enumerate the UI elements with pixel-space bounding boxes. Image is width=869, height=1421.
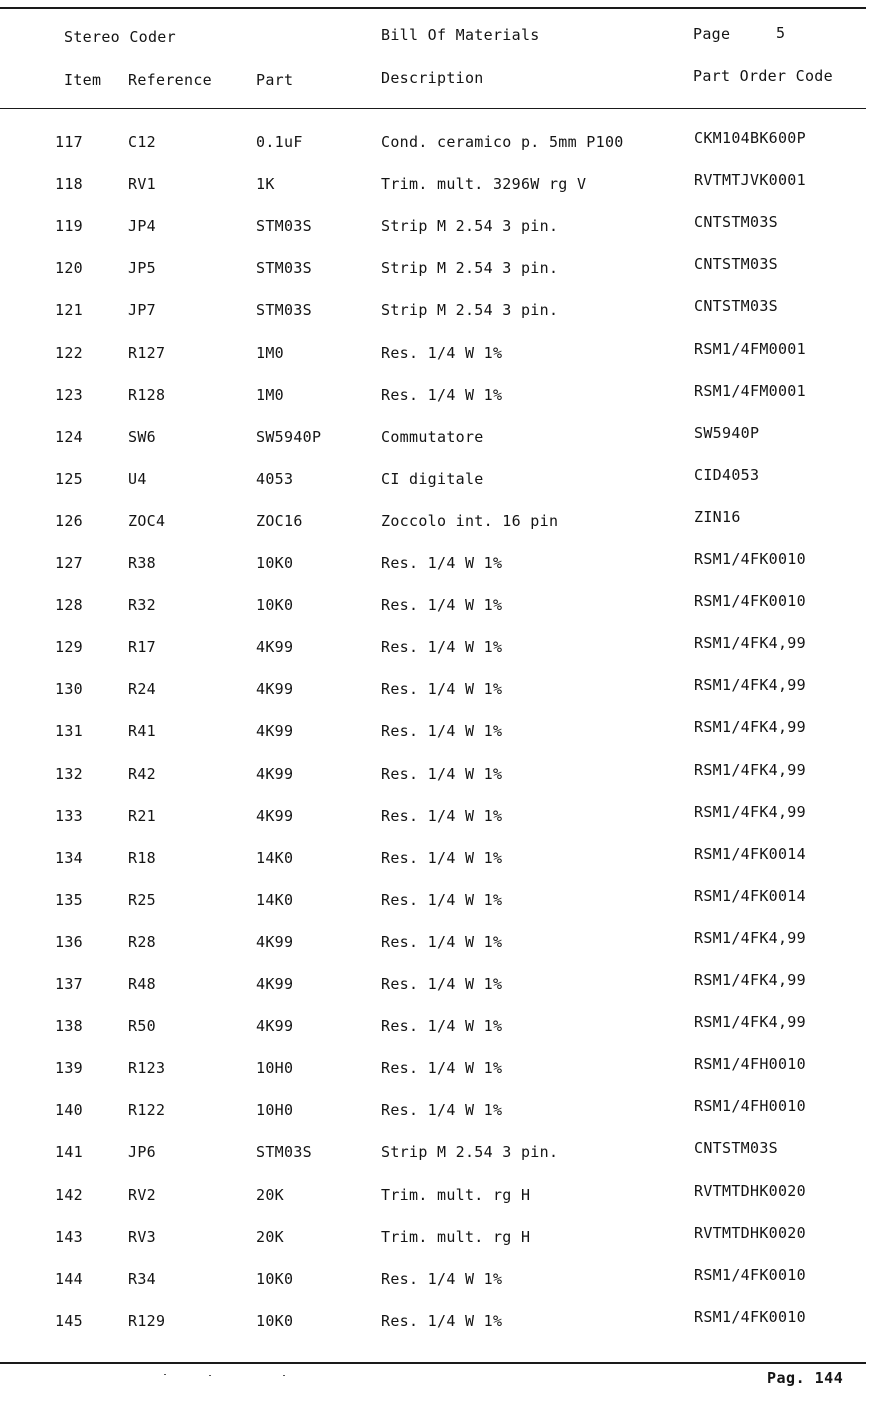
description-cell: Strip M 2.54 3 pin. [381, 1143, 559, 1162]
reference-cell: C12 [128, 133, 156, 151]
reference-cell: R41 [128, 722, 156, 741]
order-code-cell: RSM1/4FK0010 [694, 550, 806, 568]
order-code-cell: RSM1/4FK4,99 [694, 802, 806, 821]
order-code-cell: CNTSTM03S [694, 1139, 778, 1158]
reference-cell: R21 [128, 806, 156, 825]
table-row [0, 1307, 869, 1354]
table-row [0, 381, 869, 428]
description-cell: Res. 1/4 W 1% [381, 680, 503, 699]
item-number-cell: 132 [55, 764, 83, 783]
order-code-cell: RVTMTDHK0020 [694, 1181, 806, 1200]
order-code-cell: RSM1/4FK0010 [694, 1265, 806, 1284]
description-cell: Res. 1/4 W 1% [381, 554, 503, 572]
item-number-cell: 130 [55, 680, 83, 699]
table-row [0, 718, 869, 764]
reference-cell: R129 [128, 1311, 166, 1330]
reference-cell: R24 [128, 680, 156, 699]
part-cell: 4K99 [256, 722, 294, 741]
order-code-cell: RSM1/4FH0010 [694, 1097, 806, 1116]
document-type: Bill Of Materials [381, 26, 540, 44]
table-row [0, 634, 869, 680]
reference-cell: R42 [128, 764, 156, 783]
order-code-cell: RSM1/4FM0001 [694, 381, 806, 400]
table-row [0, 928, 869, 975]
description-cell: Strip M 2.54 3 pin. [381, 259, 559, 278]
item-number-cell: 134 [55, 848, 83, 867]
reference-cell: R28 [128, 932, 156, 951]
table-row [0, 550, 869, 596]
item-number-cell: 136 [55, 932, 83, 951]
part-cell: 14K0 [256, 890, 294, 909]
description-cell: Res. 1/4 W 1% [381, 890, 503, 909]
table-row [0, 802, 869, 849]
part-cell: STM03S [256, 259, 312, 278]
table-row [0, 760, 869, 807]
item-number-cell: 121 [55, 301, 83, 320]
footer-page-number: Pag. 144 [767, 1369, 844, 1387]
order-code-cell: RSM1/4FK0010 [694, 1307, 806, 1326]
reference-cell: R18 [128, 848, 156, 867]
description-cell: Res. 1/4 W 1% [381, 1269, 503, 1288]
reference-cell: JP6 [128, 1143, 156, 1162]
table-row [0, 129, 869, 175]
reference-cell: R50 [128, 1017, 156, 1036]
table-row [0, 339, 869, 386]
table-row [0, 971, 869, 1017]
part-cell: 4K99 [256, 806, 294, 825]
description-cell: Res. 1/4 W 1% [381, 385, 503, 404]
description-cell: Res. 1/4 W 1% [381, 1101, 503, 1120]
part-cell: 4K99 [256, 932, 294, 951]
description-cell: CI digitale [381, 469, 484, 488]
part-cell: ZOC16 [256, 511, 303, 530]
item-number-cell: 135 [55, 890, 83, 909]
part-cell: 10K0 [256, 596, 294, 615]
part-cell: 4K99 [256, 1017, 294, 1036]
item-number-cell: 129 [55, 638, 83, 657]
order-code-cell: RSM1/4FK4,99 [694, 718, 806, 737]
column-header-part: Part [256, 71, 294, 89]
table-row [0, 297, 869, 343]
table-row [0, 465, 869, 512]
part-cell: 4053 [256, 469, 294, 488]
table-row [0, 1223, 869, 1270]
description-cell: Trim. mult. 3296W rg V [381, 175, 587, 194]
item-number-cell: 122 [55, 343, 83, 362]
reference-cell: R34 [128, 1269, 156, 1288]
scan-speck [164, 1374, 166, 1375]
reference-cell: JP4 [128, 217, 156, 236]
description-cell: Zoccolo int. 16 pin [381, 511, 559, 530]
reference-cell: JP5 [128, 259, 156, 278]
item-number-cell: 141 [55, 1143, 83, 1162]
scan-speck [283, 1375, 285, 1376]
reference-cell: R38 [128, 554, 156, 572]
description-cell: Cond. ceramico p. 5mm P100 [381, 133, 624, 151]
part-cell: 10K0 [256, 554, 294, 572]
part-cell: 20K [256, 1185, 284, 1204]
item-number-cell: 124 [55, 427, 83, 446]
part-cell: 4K99 [256, 764, 294, 783]
reference-cell: RV1 [128, 175, 156, 194]
part-cell: STM03S [256, 301, 312, 320]
part-cell: 10K0 [256, 1311, 294, 1330]
column-header-order-code: Part Order Code [693, 67, 833, 85]
order-code-cell: RSM1/4FK0014 [694, 844, 806, 863]
description-cell: Res. 1/4 W 1% [381, 764, 503, 783]
order-code-cell: RSM1/4FK4,99 [694, 760, 806, 779]
part-cell: 10H0 [256, 1059, 294, 1078]
item-number-cell: 119 [55, 217, 83, 236]
item-number-cell: 120 [55, 259, 83, 278]
table-row [0, 844, 869, 891]
reference-cell: RV3 [128, 1227, 156, 1246]
item-number-cell: 144 [55, 1269, 83, 1288]
description-cell: Res. 1/4 W 1% [381, 1311, 503, 1330]
item-number-cell: 117 [55, 133, 83, 151]
header-rule [0, 108, 866, 109]
item-number-cell: 133 [55, 806, 83, 825]
order-code-cell: CKM104BK600P [694, 129, 806, 147]
table-row [0, 423, 869, 470]
reference-cell: R17 [128, 638, 156, 657]
item-number-cell: 143 [55, 1227, 83, 1246]
item-number-cell: 127 [55, 554, 83, 572]
description-cell: Res. 1/4 W 1% [381, 806, 503, 825]
order-code-cell: CNTSTM03S [694, 213, 778, 232]
document-title: Stereo Coder [64, 28, 176, 46]
part-cell: 1M0 [256, 385, 284, 404]
part-cell: STM03S [256, 217, 312, 236]
item-number-cell: 139 [55, 1059, 83, 1078]
reference-cell: R122 [128, 1101, 166, 1120]
part-cell: 1M0 [256, 343, 284, 362]
column-header-item: Item [64, 71, 102, 89]
table-row [0, 1013, 869, 1059]
page-label: Page [693, 25, 731, 43]
description-cell: Strip M 2.54 3 pin. [381, 217, 559, 236]
item-number-cell: 142 [55, 1185, 83, 1204]
description-cell: Res. 1/4 W 1% [381, 638, 503, 657]
item-number-cell: 128 [55, 596, 83, 615]
reference-cell: ZOC4 [128, 511, 166, 530]
description-cell: Res. 1/4 W 1% [381, 722, 503, 741]
order-code-cell: ZIN16 [694, 507, 741, 526]
description-cell: Res. 1/4 W 1% [381, 975, 503, 993]
table-row [0, 507, 869, 554]
part-cell: 1K [256, 175, 275, 194]
part-cell: 4K99 [256, 638, 294, 657]
part-cell: 14K0 [256, 848, 294, 867]
order-code-cell: RSM1/4FK4,99 [694, 1013, 806, 1032]
description-cell: Res. 1/4 W 1% [381, 1059, 503, 1078]
item-number-cell: 131 [55, 722, 83, 741]
reference-cell: R32 [128, 596, 156, 615]
table-row [0, 255, 869, 301]
part-cell: 10K0 [256, 1269, 294, 1288]
item-number-cell: 140 [55, 1101, 83, 1120]
table-row [0, 676, 869, 722]
item-number-cell: 118 [55, 175, 83, 194]
column-header-description: Description [381, 69, 484, 87]
order-code-cell: CNTSTM03S [694, 255, 778, 274]
scan-speck [209, 1375, 211, 1376]
part-cell: 4K99 [256, 975, 294, 993]
description-cell: Res. 1/4 W 1% [381, 596, 503, 615]
reference-cell: SW6 [128, 427, 156, 446]
order-code-cell: RSM1/4FK4,99 [694, 928, 806, 947]
table-row [0, 1097, 869, 1143]
description-cell: Res. 1/4 W 1% [381, 343, 503, 362]
table-row [0, 1265, 869, 1312]
order-code-cell: CNTSTM03S [694, 297, 778, 316]
reference-cell: U4 [128, 469, 147, 488]
order-code-cell: RSM1/4FK4,99 [694, 971, 806, 989]
table-row [0, 886, 869, 933]
top-rule [0, 7, 866, 9]
order-code-cell: RVTMTJVK0001 [694, 171, 806, 190]
part-cell: SW5940P [256, 427, 322, 446]
order-code-cell: SW5940P [694, 423, 760, 442]
order-code-cell: RSM1/4FM0001 [694, 339, 806, 358]
order-code-cell: CID4053 [694, 465, 760, 484]
description-cell: Strip M 2.54 3 pin. [381, 301, 559, 320]
item-number-cell: 126 [55, 511, 83, 530]
reference-cell: RV2 [128, 1185, 156, 1204]
table-row [0, 1181, 869, 1228]
description-cell: Res. 1/4 W 1% [381, 932, 503, 951]
table-row [0, 592, 869, 638]
order-code-cell: RSM1/4FK0010 [694, 592, 806, 611]
part-cell: 4K99 [256, 680, 294, 699]
description-cell: Res. 1/4 W 1% [381, 1017, 503, 1036]
item-number-cell: 145 [55, 1311, 83, 1330]
description-cell: Commutatore [381, 427, 484, 446]
order-code-cell: RSM1/4FK0014 [694, 886, 806, 905]
table-row [0, 1139, 869, 1185]
item-number-cell: 123 [55, 385, 83, 404]
column-header-reference: Reference [128, 71, 212, 89]
reference-cell: JP7 [128, 301, 156, 320]
reference-cell: R127 [128, 343, 166, 362]
part-cell: STM03S [256, 1143, 312, 1162]
item-number-cell: 138 [55, 1017, 83, 1036]
part-cell: 10H0 [256, 1101, 294, 1120]
order-code-cell: RSM1/4FK4,99 [694, 634, 806, 653]
description-cell: Trim. mult. rg H [381, 1185, 531, 1204]
table-row [0, 1055, 869, 1101]
footer-rule [0, 1362, 866, 1364]
page-number: 5 [776, 24, 786, 42]
order-code-cell: RVTMTDHK0020 [694, 1223, 806, 1242]
order-code-cell: RSM1/4FK4,99 [694, 676, 806, 695]
description-cell: Res. 1/4 W 1% [381, 848, 503, 867]
reference-cell: R25 [128, 890, 156, 909]
reference-cell: R128 [128, 385, 166, 404]
order-code-cell: RSM1/4FH0010 [694, 1055, 806, 1074]
item-number-cell: 137 [55, 975, 83, 993]
reference-cell: R48 [128, 975, 156, 993]
item-number-cell: 125 [55, 469, 83, 488]
part-cell: 20K [256, 1227, 284, 1246]
part-cell: 0.1uF [256, 133, 303, 151]
table-row [0, 213, 869, 259]
table-row [0, 171, 869, 217]
description-cell: Trim. mult. rg H [381, 1227, 531, 1246]
reference-cell: R123 [128, 1059, 166, 1078]
